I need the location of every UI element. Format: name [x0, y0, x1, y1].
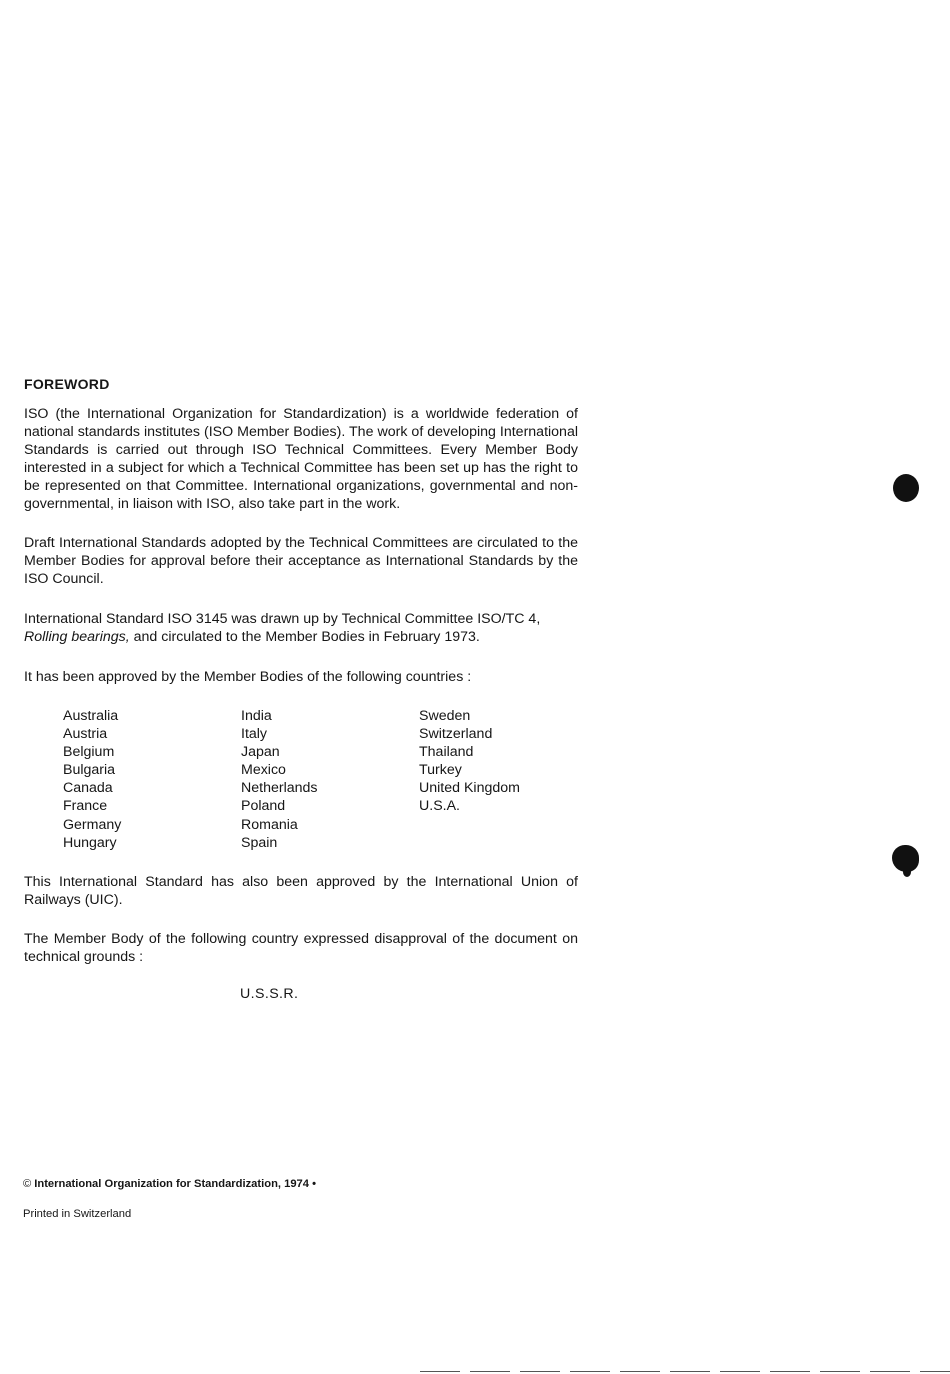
disapproving-country: U.S.S.R.	[240, 986, 299, 1002]
country-item: Sweden	[419, 708, 471, 724]
country-item: Germany	[63, 816, 122, 833]
country-item: France	[63, 798, 108, 815]
country-item: Thailand	[419, 744, 474, 761]
country-item: Spain	[241, 834, 278, 851]
foreword-heading: FOREWORD	[24, 376, 110, 392]
country-list-column-2	[241, 707, 318, 852]
copyright-notice	[23, 1178, 316, 1190]
scan-edge-line	[420, 1371, 950, 1372]
paragraph-disapproval: The Member Body of the following country expressed disapproval of the document on technical grounds :	[24, 931, 578, 965]
paragraph-approved-by: It has been approved by the Member Bodies of the following countries :	[24, 669, 472, 685]
punch-hole-top	[893, 474, 919, 502]
country-item: Mexico	[241, 762, 286, 779]
copyright-text: International Organization for Standardization, 1974 •	[34, 1178, 317, 1190]
country-item: Italy	[241, 726, 268, 743]
country-item: Netherlands	[241, 780, 318, 797]
country-list-column-1	[63, 707, 121, 852]
paragraph-iso-3145-text: International Standard ISO 3145 was drawn up by Technical Committee ISO/TC 4,	[24, 611, 541, 627]
country-item: Bulgaria	[63, 762, 116, 779]
country-item: Canada	[63, 780, 113, 797]
country-item: Poland	[241, 798, 286, 815]
country-item: Romania	[241, 816, 298, 833]
country-item: Switzerland	[419, 726, 493, 743]
country-item: Australia	[63, 708, 119, 724]
printed-in-notice: Printed in Switzerland	[23, 1208, 132, 1220]
country-item: Austria	[63, 726, 108, 743]
country-list-column-3	[419, 707, 520, 816]
paragraph-iso-3145-tail: and circulated to the Member Bodies in February 1973.	[129, 629, 480, 645]
punch-hole-bottom	[892, 845, 919, 872]
country-item: U.S.A.	[419, 798, 460, 815]
country-item: United Kingdom	[419, 780, 520, 797]
paragraph-draft-standards: Draft International Standards adopted by the Technical Committees are circulated to the Member Bodies for approval before their acceptance as International Standards by the ISO Council.	[24, 535, 578, 587]
country-item: Japan	[241, 744, 280, 761]
paragraph-iso-intro: ISO (the International Organization for Standardization) is a worldwide federation of national standards institutes (ISO Member Bodies). The work of developing International Standards is carried out through ISO Technical Committees. Every Member Body interested in a subject for which a Technical Committee has been set up has the right to be represented on that Committee. International organizations, governmental and non-governmental, in liaison with ISO, also take part in the work.	[24, 406, 578, 512]
country-item: Belgium	[63, 744, 115, 761]
committee-title: Rolling bearings,	[24, 629, 130, 645]
country-item: Hungary	[63, 834, 117, 851]
paragraph-iso-3145	[24, 610, 578, 646]
copyright-symbol: ©	[23, 1178, 32, 1190]
country-item: India	[241, 708, 272, 724]
paragraph-uic-approval: This International Standard has also been approved by the International Union of Railways (UIC).	[24, 874, 578, 908]
country-item: Turkey	[419, 762, 462, 779]
